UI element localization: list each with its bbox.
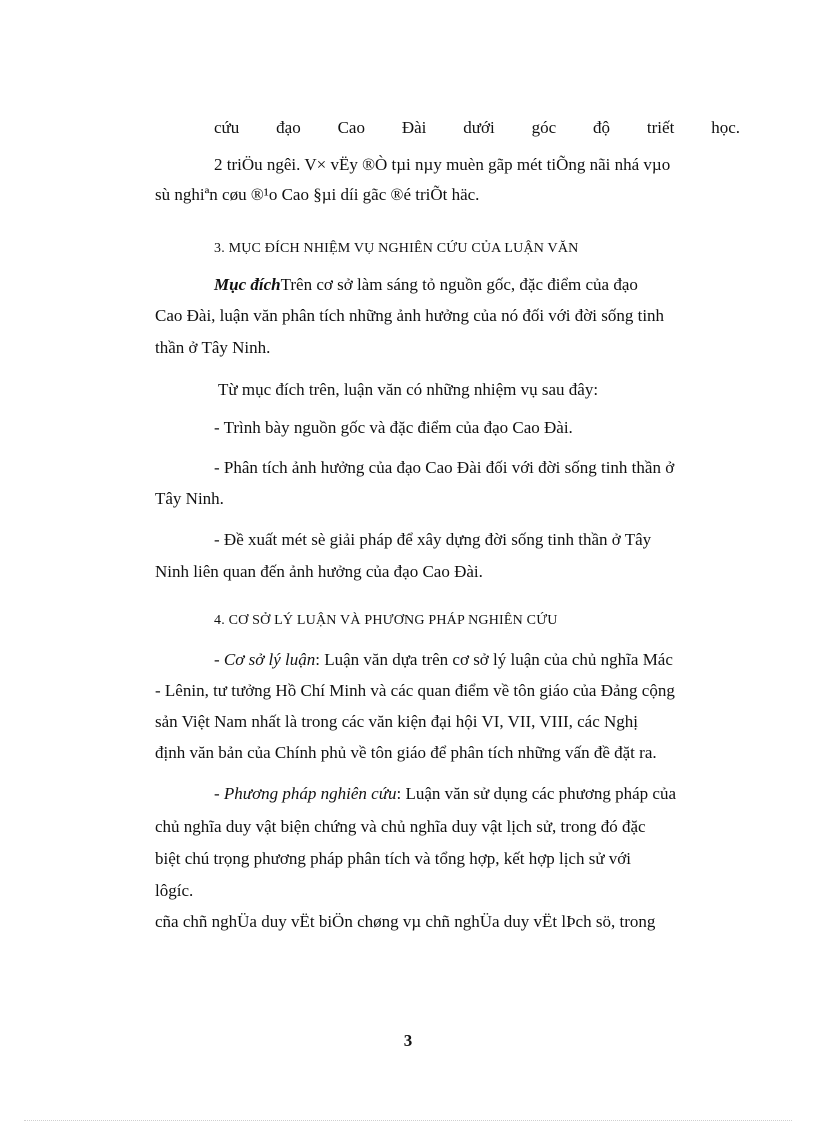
list-item: - Phân tích ảnh hưởng của đạo Cao Đài đối với đời sống tinh thần ở (214, 458, 675, 477)
page-divider (24, 1120, 792, 1121)
page-number: 3 (403, 1031, 413, 1050)
text-line: lôgíc. (155, 881, 194, 900)
text-line: Trên cơ sở làm sáng tỏ nguồn gốc, đặc điểm của đạo (280, 275, 638, 294)
phuong-phap-label: - Phương pháp nghiên cứu (214, 784, 397, 803)
text-line: : Luận văn sử dụng các phương pháp của (396, 784, 676, 803)
text-line: - Lênin, tư tưởng Hồ Chí Minh và các quan điểm về tôn giáo của Đảng cộng (155, 681, 675, 700)
text-line: chủ nghĩa duy vật biện chứng và chủ nghĩa duy vật lịch sử, trong đó đặc (155, 817, 646, 836)
text-line: Ninh liên quan đến ảnh hưởng của đạo Cao Đài. (155, 562, 483, 581)
text-line: thần ở Tây Ninh. (155, 338, 271, 357)
muc-dich-label: Mục đích (214, 275, 281, 294)
text-line: Từ mục đích trên, luận văn có những nhiệm vụ sau đây: (218, 380, 599, 399)
text-line: sản Việt Nam nhất là trong các văn kiện đại hội VI, VII, VIII, các Nghị (155, 712, 639, 731)
text-line: : Luận văn dựa trên cơ sở lý luận của chủ nghĩa Mác (315, 650, 673, 669)
paragraph-phuong-phap (214, 784, 740, 804)
paragraph-muc-dich (214, 275, 740, 295)
text-line: định văn bản của Chính phủ về tôn giáo để phân tích những vấn đề đặt ra. (155, 743, 657, 762)
text-line: sù nghiªn cøu ®¹o Cao §µi díi gãc ®é triÕt häc. (155, 185, 480, 204)
text-line: cứu đạo Cao Đài dưới góc độ triết học. (214, 118, 740, 137)
paragraph-co-so-ly-luan (214, 650, 740, 670)
text-line: biệt chú trọng phương pháp phân tích và tổng hợp, kết hợp lịch sử với (155, 849, 632, 868)
text-line: Tây Ninh. (155, 489, 224, 508)
section-heading-4: 4. CƠ SỞ LÝ LUẬN VÀ PHƯƠNG PHÁP NGHIÊN CỨU (214, 613, 558, 628)
section-heading-3: 3. MỤC ĐÍCH NHIỆM VỤ NGHIÊN CỨU CỦA LUẬN VĂN (214, 241, 579, 256)
text-line: cña chñ nghÜa duy vËt biÖn chøng vµ chñ nghÜa duy vËt lÞch sö, trong (155, 912, 656, 931)
list-item: - Trình bày nguồn gốc và đặc điểm của đạo Cao Đài. (214, 418, 573, 437)
co-so-label: - Cơ sở lý luận (214, 650, 316, 669)
list-item: - Đề xuất mét sè giải pháp để xây dựng đời sống tinh thần ở Tây (214, 530, 652, 549)
text-line: 2 triÖu ngêi. V× vËy ®Ò tµi nµy muèn gãp mét tiÕng nãi nhá vµo (214, 155, 671, 174)
text-line: Cao Đài, luận văn phân tích những ảnh hưởng của nó đối với đời sống tinh (155, 306, 665, 325)
